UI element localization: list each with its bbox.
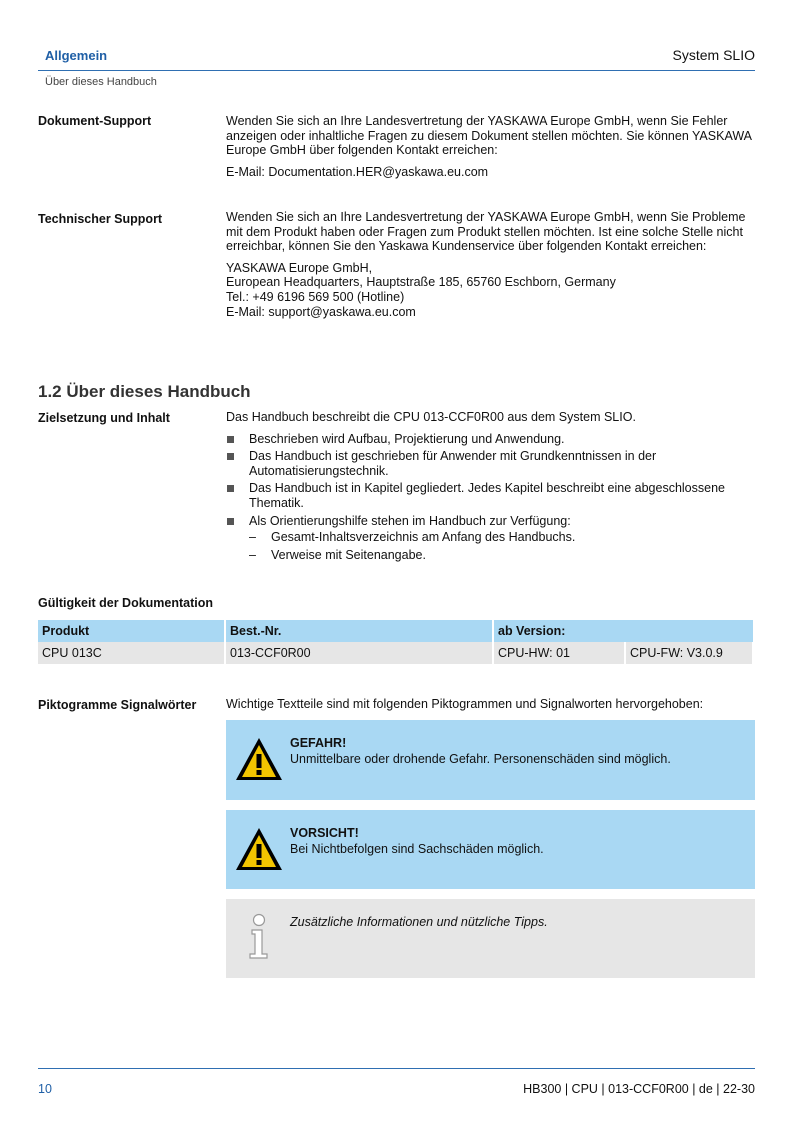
header-product: System SLIO xyxy=(672,47,755,63)
section-intro: Das Handbuch beschreibt die CPU 013-CCF0R00 aus dem System SLIO. xyxy=(226,410,636,424)
danger-text: Unmittelbare oder drohende Gefahr. Personenschäden sind möglich. xyxy=(290,752,671,766)
tech-support-body xyxy=(226,210,754,319)
tech-support-label: Technischer Support xyxy=(38,212,163,226)
pictograms-label: Piktogramme Signalwörter xyxy=(38,698,197,712)
table-header-row xyxy=(38,620,753,642)
danger-title: GEFAHR! xyxy=(290,736,347,750)
table-cell: CPU 013C xyxy=(38,642,225,664)
table-header-cell: ab Version: xyxy=(493,620,753,642)
warning-triangle-icon xyxy=(234,736,284,782)
section-body xyxy=(226,410,754,565)
warning-triangle-icon xyxy=(234,826,284,872)
tech-support-address xyxy=(226,261,754,319)
tech-support-text: Wenden Sie sich an Ihre Landesvertretung der YASKAWA Europe GmbH, wenn Sie Probleme mit dem Produkt haben oder Fragen zum Produkt stellen möchten. Ist eine solche Stelle nicht erreichbar, können Sie den Yaskawa Kundenservice über folgenden Kontakt erreichen: xyxy=(226,210,746,254)
section-bullet-list xyxy=(226,432,754,563)
table-cell: CPU-FW: V3.0.9 xyxy=(625,642,753,664)
info-i-icon xyxy=(246,913,272,961)
doc-support-body xyxy=(226,114,754,179)
table-row xyxy=(38,642,753,664)
list-item: Das Handbuch ist geschrieben für Anwender mit Grundkenntnissen in der Automatisierungstechnik. xyxy=(226,449,754,478)
header-divider xyxy=(38,70,755,71)
section-label: Zielsetzung und Inhalt xyxy=(38,411,170,425)
caution-box xyxy=(226,810,755,889)
address-line: E-Mail: support@yaskawa.eu.com xyxy=(226,304,416,319)
list-item: Beschrieben wird Aufbau, Projektierung und Anwendung. xyxy=(226,432,754,447)
header-section: Allgemein xyxy=(45,48,108,63)
caution-text: Bei Nichtbefolgen sind Sachschäden möglich. xyxy=(290,842,544,856)
list-item xyxy=(226,514,754,563)
validity-table xyxy=(38,620,754,664)
page-number: 10 xyxy=(38,1082,52,1096)
section-heading: 1.2 Über dieses Handbuch xyxy=(38,382,251,401)
table-header-cell: Best.-Nr. xyxy=(225,620,493,642)
table-header-cell: Produkt xyxy=(38,620,225,642)
table-cell: CPU-HW: 01 xyxy=(493,642,625,664)
doc-support-email: E-Mail: Documentation.HER@yaskawa.eu.com xyxy=(226,164,489,179)
caution-title: VORSICHT! xyxy=(290,826,359,840)
table-cell: 013-CCF0R00 xyxy=(225,642,493,664)
address-line: Tel.: +49 6196 569 500 (Hotline) xyxy=(226,289,405,304)
header-subsection: Über dieses Handbuch xyxy=(45,76,157,88)
info-box xyxy=(226,899,755,978)
validity-label: Gültigkeit der Dokumentation xyxy=(38,596,214,610)
list-item-text: Als Orientierungshilfe stehen im Handbuch zur Verfügung: xyxy=(249,513,571,528)
footer-divider xyxy=(38,1068,755,1069)
list-item: Das Handbuch ist in Kapitel gegliedert. Jedes Kapitel beschreibt eine abgeschlossene Thematik. xyxy=(226,481,754,510)
address-line: European Headquarters, Hauptstraße 185, 65760 Eschborn, Germany xyxy=(226,275,616,290)
doc-support-text: Wenden Sie sich an Ihre Landesvertretung der YASKAWA Europe GmbH, wenn Sie Fehler anzeigen oder inhaltliche Fragen zu diesem Dokument stellen möchten. Sie können YASKAWA Europe GmbH über folgenden Kontakt erreichen: xyxy=(226,114,752,158)
address-line: YASKAWA Europe GmbH, xyxy=(226,260,373,275)
doc-support-label: Dokument-Support xyxy=(38,114,152,128)
danger-box xyxy=(226,720,755,800)
document-reference: HB300 | CPU | 013-CCF0R00 | de | 22-30 xyxy=(523,1082,755,1096)
sub-bullet-list xyxy=(249,530,754,562)
pictograms-intro: Wichtige Textteile sind mit folgenden Piktogrammen und Signalworten hervorgehoben: xyxy=(226,697,704,711)
sub-list-item: – Verweise mit Seitenangabe. xyxy=(249,548,754,563)
info-text: Zusätzliche Informationen und nützliche Tipps. xyxy=(290,915,548,929)
sub-list-item: – Gesamt-Inhaltsverzeichnis am Anfang des Handbuchs. xyxy=(249,530,754,545)
